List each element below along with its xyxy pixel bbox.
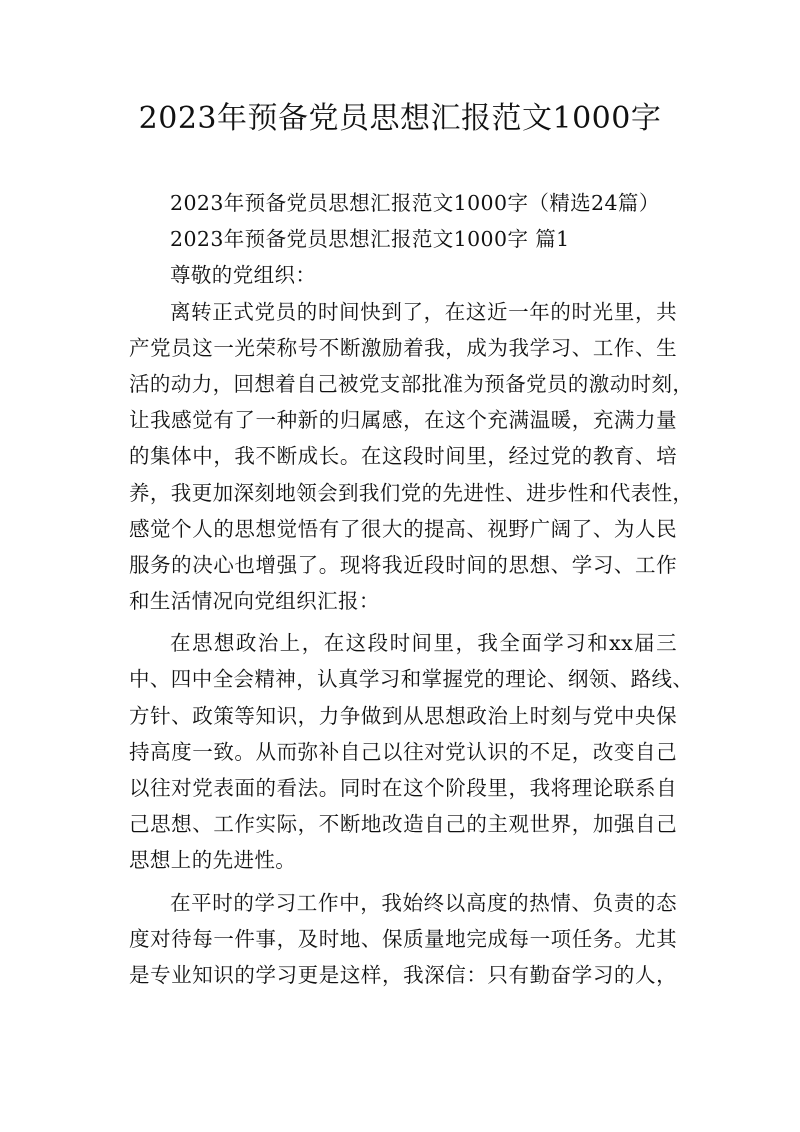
- paragraph-line: 活的动力，回想着自己被党支部批准为预备党员的激动时刻，: [129, 371, 694, 396]
- paragraph-line: 服务的决心也增强了。现将我近段时间的思想、学习、工作: [129, 552, 677, 577]
- section-heading: 2023年预备党员思想汇报范文1000字 篇1: [170, 227, 570, 252]
- paragraph-line: 以往对党表面的看法。同时在这个阶段里，我将理论联系自: [129, 776, 677, 800]
- paragraph-2: [129, 625, 694, 878]
- paragraph-line: 在思想政治上，在这段时间里，我全面学习和xx届三: [170, 631, 677, 656]
- paragraph-line: 中、四中全会精神，认真学习和掌握党的理论、纲领、路线、: [129, 667, 694, 692]
- paragraph-line: 让我感觉有了一种新的归属感，在这个充满温暖，充满力量: [129, 408, 677, 433]
- subtitle: 2023年预备党员思想汇报范文1000字（精选24篇）: [170, 191, 660, 215]
- document-title: 2023年预备党员思想汇报范文1000字: [138, 101, 662, 136]
- paragraph-line: 离转正式党员的时间快到了，在这近一年的时光里，共: [170, 299, 677, 324]
- paragraph-line: 感觉个人的思想觉悟有了很大的提高、视野广阔了、为人民: [129, 516, 677, 541]
- paragraph-line: 度对待每一件事，及时地、保质量地完成每一项任务。尤其: [129, 926, 677, 951]
- document-body: [129, 185, 694, 993]
- paragraph-line: 在平时的学习工作中，我始终以高度的热情、负责的态: [170, 890, 677, 915]
- paragraph-line: 养，我更加深刻地领会到我们党的先进性、进步性和代表性，: [129, 480, 694, 505]
- paragraph-line: 是专业知识的学习更是这样，我深信：只有勤奋学习的人，: [129, 962, 677, 987]
- paragraph-line: 己思想、工作实际，不断地改造自己的主观世界，加强自己: [129, 812, 677, 837]
- salutation: 尊敬的党组织：: [170, 263, 317, 288]
- paragraph-line: 方针、政策等知识，力争做到从思想政治上时刻与党中央保: [129, 703, 677, 728]
- paragraph-3: [129, 885, 677, 994]
- paragraph-line: 思想上的先进性。: [129, 848, 297, 873]
- paragraph-line: 持高度一致。从而弥补自己以往对党认识的不足，改变自己: [129, 739, 677, 764]
- paragraph-line: 和生活情况向党组织汇报：: [129, 589, 380, 614]
- paragraph-line: 的集体中，我不断成长。在这段时间里，经过党的教育、培: [129, 444, 677, 469]
- paragraph-1: [129, 294, 694, 620]
- paragraph-line: 产党员这一光荣称号不断激励着我，成为我学习、工作、生: [129, 335, 677, 360]
